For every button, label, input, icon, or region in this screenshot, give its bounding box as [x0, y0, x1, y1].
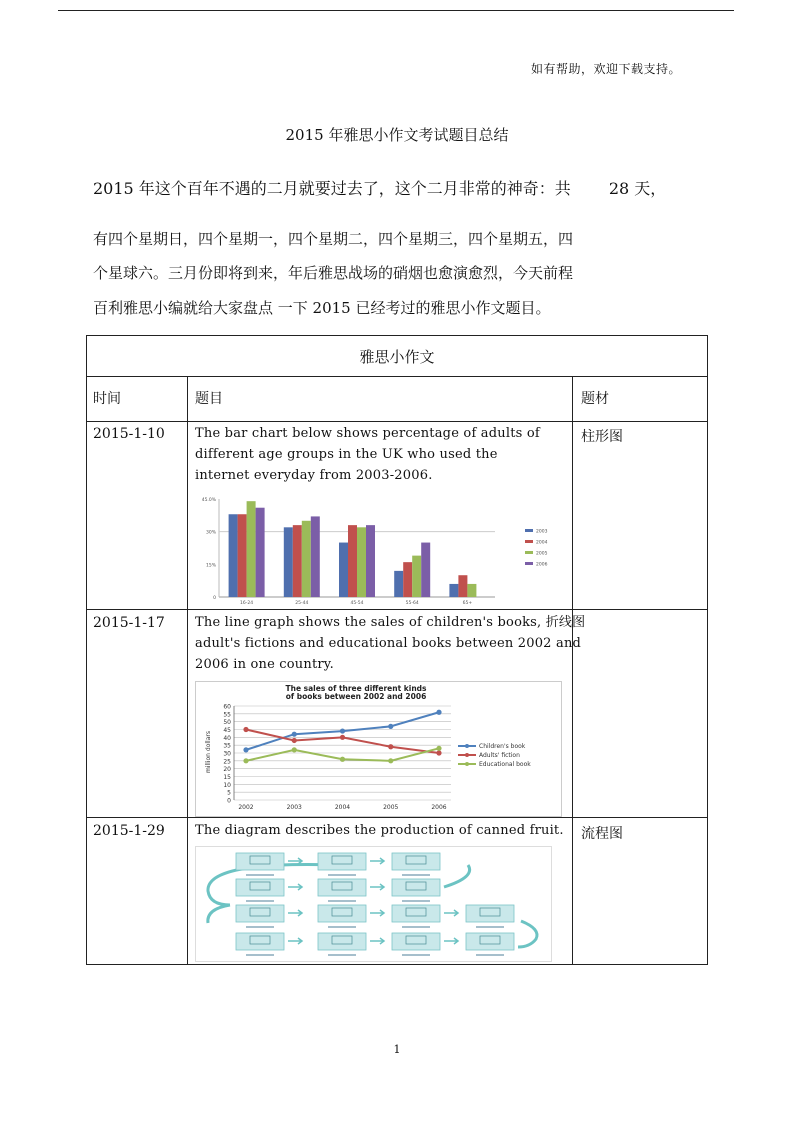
flow-arrow	[288, 858, 302, 864]
chart-title: The sales of three different kinds	[285, 684, 427, 693]
process-step-box	[318, 933, 366, 950]
bar	[449, 584, 458, 597]
x-tick-label: 65+	[462, 601, 473, 606]
data-point	[243, 758, 248, 763]
process-step-box	[236, 853, 284, 870]
table-border	[187, 376, 188, 965]
process-step-box	[466, 933, 514, 950]
data-point	[340, 728, 345, 733]
bar	[238, 514, 247, 597]
bar	[229, 514, 238, 597]
x-tick-label: 2002	[238, 804, 254, 811]
bar	[247, 501, 256, 597]
flow-arrow	[288, 938, 302, 944]
data-point	[243, 747, 248, 752]
desc-line: The bar chart below shows percentage of adults of	[195, 426, 540, 441]
x-tick-label: 2004	[334, 804, 351, 811]
data-point	[340, 735, 345, 740]
legend-label: 2003	[536, 529, 548, 535]
header-topic: 题目	[195, 391, 223, 407]
legend-marker	[465, 762, 469, 766]
y-tick-label: 0	[213, 596, 216, 601]
data-point	[388, 758, 393, 763]
process-step-box	[236, 905, 284, 922]
row-description	[195, 612, 585, 675]
data-point	[340, 757, 345, 762]
table-border	[86, 335, 708, 336]
intro-line-4: 百利雅思小编就给大家盘点 一下 2015 已经考过的雅思小作文题目。	[93, 299, 551, 317]
y-tick-label: 15%	[205, 563, 216, 569]
header-note: 如有帮助，欢迎下载支持。	[531, 62, 682, 76]
legend-swatch	[525, 551, 533, 554]
process-step-box	[466, 905, 514, 922]
data-point	[436, 746, 441, 751]
process-step-box	[318, 853, 366, 870]
y-tick-label: 15	[223, 774, 231, 781]
flow-arrow	[444, 938, 458, 944]
row-date: 2015-1-17	[93, 615, 165, 631]
table-border	[86, 609, 708, 610]
x-tick-label: 2003	[286, 804, 302, 811]
flow-arrow	[370, 938, 384, 944]
process-step-box	[392, 853, 440, 870]
x-tick-label: 55-64	[405, 601, 419, 606]
top-rule	[58, 10, 734, 11]
x-tick-label: 2005	[383, 804, 399, 811]
data-point	[388, 724, 393, 729]
process-step-box	[318, 879, 366, 896]
data-point	[243, 727, 248, 732]
x-tick-label: 25-44	[295, 601, 309, 606]
loop-arrow	[518, 921, 537, 947]
x-tick-label: 45-54	[350, 601, 364, 606]
intro-line-1-b: 28 天，	[608, 179, 667, 198]
y-tick-label: 35	[223, 742, 231, 750]
legend-label: Children's book	[479, 743, 526, 750]
flow-arrow	[444, 910, 458, 916]
bar	[458, 575, 467, 597]
chart-title: of books between 2002 and 2006	[285, 692, 427, 701]
desc-line: different age groups in the UK who used the	[195, 447, 498, 462]
y-tick-label: 5	[227, 789, 231, 797]
table-title: 雅思小作文	[359, 348, 435, 366]
bar	[357, 527, 366, 597]
bar	[412, 556, 421, 597]
x-tick-label: 16-24	[240, 601, 254, 606]
x-tick-label: 2006	[431, 804, 447, 811]
bar	[467, 584, 476, 597]
legend-swatch	[525, 529, 533, 532]
bar	[366, 525, 375, 597]
data-point	[436, 750, 441, 755]
bar	[256, 508, 265, 597]
desc-line: The diagram describes the production of canned fruit.	[195, 823, 564, 838]
data-point	[292, 738, 297, 743]
loop-arrow	[208, 905, 230, 923]
row-type: 柱形图	[581, 429, 623, 445]
table-border	[86, 376, 708, 377]
table-border	[86, 421, 708, 422]
bar	[348, 525, 357, 597]
process-step-box	[392, 933, 440, 950]
process-step-box	[236, 933, 284, 950]
y-tick-label: 45.0%	[201, 498, 216, 503]
line-chart	[196, 682, 561, 816]
bar	[421, 543, 430, 597]
page-title: 2015 年雅思小作文考试题目总结	[285, 126, 509, 144]
y-tick-label: 60	[223, 703, 231, 711]
row-date: 2015-1-29	[93, 823, 165, 839]
y-tick-label: 30%	[205, 530, 216, 536]
bar	[311, 516, 320, 597]
legend-label: Educational book	[479, 761, 531, 768]
desc-line: internet everyday from 2003-2006.	[195, 468, 433, 483]
process-step-box	[236, 879, 284, 896]
bar	[394, 571, 403, 597]
flow-arrow	[370, 884, 384, 890]
bar	[293, 525, 302, 597]
process-step-box	[392, 905, 440, 922]
y-tick-label: 0	[227, 797, 231, 805]
intro-line-1	[93, 181, 666, 197]
table-border	[86, 335, 87, 965]
flow-arrow	[288, 884, 302, 890]
desc-line: The line graph shows the sales of children's books, 折线图	[195, 615, 586, 630]
y-tick-label: 40	[223, 734, 231, 742]
y-tick-label: 55	[223, 711, 231, 719]
process-step-box	[392, 879, 440, 896]
legend-label: 2004	[536, 540, 548, 546]
legend-swatch	[525, 562, 533, 565]
legend-label: 2006	[536, 562, 548, 568]
y-tick-label: 30	[223, 750, 231, 758]
table-border	[86, 964, 708, 965]
y-axis-label: million dollars	[205, 731, 212, 773]
y-tick-label: 20	[223, 766, 231, 774]
page-number: 1	[393, 1043, 401, 1056]
row-description	[195, 820, 564, 841]
process-diagram	[196, 847, 551, 961]
legend-label: 2005	[536, 551, 548, 557]
intro-line-1-a: 2015 年这个百年不遇的二月就要过去了，这个二月非常的神奇：共	[93, 179, 571, 198]
loop-arrow	[444, 865, 470, 887]
desc-line: adult's fictions and educational books between 2002 and	[195, 636, 582, 651]
flow-arrow	[370, 858, 384, 864]
topics-table	[86, 335, 708, 965]
data-point	[292, 747, 297, 752]
y-tick-label: 25	[223, 758, 231, 766]
bar	[403, 562, 412, 597]
legend-marker	[465, 744, 469, 748]
bar	[302, 521, 311, 597]
table-border	[707, 335, 708, 965]
line-chart-figure	[195, 681, 562, 817]
legend-label: Adults' fiction	[479, 752, 520, 759]
data-point	[292, 732, 297, 737]
intro-line-3: 个星球六。三月份即将到来，年后雅思战场的硝烟也愈演愈烈，今天前程	[93, 264, 574, 282]
header-type: 题材	[581, 391, 609, 407]
legend-marker	[465, 753, 469, 757]
y-tick-label: 50	[223, 719, 231, 727]
process-step-box	[318, 905, 366, 922]
desc-line: 2006 in one country.	[195, 657, 334, 672]
bar	[339, 543, 348, 597]
row-date: 2015-1-10	[93, 426, 165, 442]
data-point	[436, 710, 441, 715]
intro-line-2: 有四个星期日，四个星期一，四个星期二，四个星期三，四个星期五，四	[93, 230, 574, 248]
bar	[284, 527, 293, 597]
bar-chart-figure	[195, 493, 565, 606]
row-type: 流程图	[581, 826, 623, 842]
legend-swatch	[525, 540, 533, 543]
flow-arrow	[288, 910, 302, 916]
y-tick-label: 10	[223, 781, 231, 789]
row-description	[195, 423, 540, 486]
data-point	[388, 744, 393, 749]
bar-chart	[195, 493, 565, 606]
header-time: 时间	[93, 391, 121, 407]
process-diagram-figure	[195, 846, 552, 962]
y-tick-label: 45	[223, 727, 231, 734]
flow-arrow	[370, 910, 384, 916]
